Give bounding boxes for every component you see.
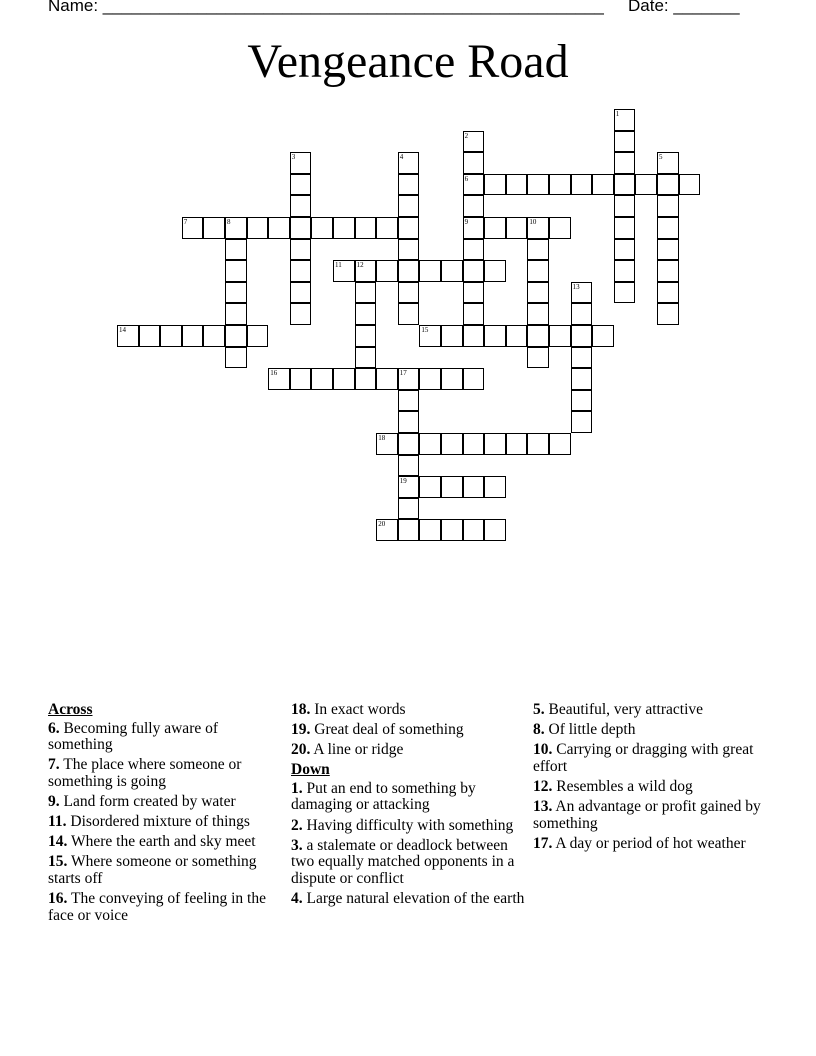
grid-cell[interactable]: [203, 325, 225, 347]
grid-cell[interactable]: [679, 174, 701, 196]
grid-cell[interactable]: [355, 368, 377, 390]
clue-number-label: 16: [270, 369, 278, 378]
grid-cell[interactable]: [398, 260, 420, 282]
grid-cell[interactable]: [376, 368, 398, 390]
clue-number: 16.: [48, 889, 68, 907]
grid-cell[interactable]: [571, 325, 593, 347]
clue-number-label: 8: [227, 218, 231, 226]
down-clue: [533, 742, 769, 775]
grid-cell[interactable]: [527, 303, 549, 325]
clue-text: A line or ridge: [313, 741, 404, 759]
across-clue: [291, 702, 526, 719]
grid-cell[interactable]: [484, 174, 506, 196]
grid-cell[interactable]: [398, 217, 420, 239]
across-clue: [48, 891, 280, 924]
clue-number-label: 19: [399, 477, 407, 486]
grid-cell[interactable]: [614, 282, 636, 304]
grid-cell[interactable]: [463, 519, 485, 541]
clue-text: Having difficulty with something: [306, 816, 514, 834]
grid-cell[interactable]: [333, 260, 355, 282]
across-clue: [48, 834, 280, 851]
grid-cell[interactable]: [355, 260, 377, 282]
clue-number-label: 15: [421, 326, 429, 334]
clue-number: 19.: [291, 721, 311, 739]
grid-cell[interactable]: [527, 217, 549, 239]
grid-cell[interactable]: [657, 195, 679, 217]
clue-text: Land form created by water: [63, 792, 236, 810]
grid-cell[interactable]: [225, 282, 247, 304]
grid-cell[interactable]: [333, 217, 355, 239]
grid-cell[interactable]: [376, 260, 398, 282]
clue-number: 18.: [291, 701, 311, 718]
grid-cell[interactable]: [290, 217, 312, 239]
clue-number-label: 17: [399, 369, 407, 378]
clue-text: Put an end to something by damaging or attacking: [291, 779, 476, 814]
grid-cell[interactable]: [398, 152, 420, 174]
grid-cell[interactable]: [463, 368, 485, 390]
clue-column-3: [533, 702, 769, 856]
clue-number-label: 3: [291, 153, 296, 162]
clue-number-label: 4: [399, 153, 404, 162]
grid-cell[interactable]: [614, 217, 636, 239]
clue-text: Great deal of something: [314, 721, 464, 739]
grid-cell[interactable]: [657, 303, 679, 325]
grid-cell[interactable]: [398, 303, 420, 325]
down-heading: Down: [291, 761, 330, 779]
page-title: Vengeance Road: [247, 35, 569, 88]
across-clue: [48, 854, 280, 887]
grid-cell[interactable]: [527, 433, 549, 455]
clue-number-label: 18: [378, 434, 386, 442]
grid-cell[interactable]: [419, 519, 441, 541]
grid-cell[interactable]: [398, 411, 420, 433]
clue-number: 1.: [291, 779, 303, 797]
grid-cell[interactable]: [657, 152, 679, 174]
grid-cell[interactable]: [441, 476, 463, 498]
grid-cell[interactable]: [527, 174, 549, 196]
grid-cell[interactable]: [419, 433, 441, 455]
grid-cell[interactable]: [463, 152, 485, 174]
grid-cell[interactable]: [614, 174, 636, 196]
grid-cell[interactable]: [311, 368, 333, 390]
grid-cell[interactable]: [657, 174, 679, 196]
name-field[interactable]: Name: _____________________________________________________: [48, 0, 604, 15]
grid-cell[interactable]: [182, 325, 204, 347]
grid-cell[interactable]: [203, 217, 225, 239]
grid-cell[interactable]: [527, 282, 549, 304]
grid-cell[interactable]: [139, 325, 161, 347]
clue-number: 2.: [291, 816, 303, 834]
down-clue: [533, 799, 769, 832]
clue-text: a stalemate or deadlock between two equally matched opponents in a dispute or conflict: [291, 836, 515, 887]
clue-text: Large natural elevation of the earth: [306, 889, 525, 907]
clue-number: 17.: [533, 834, 553, 852]
clue-text: Disordered mixture of things: [70, 813, 250, 831]
grid-cell[interactable]: [657, 217, 679, 239]
date-field[interactable]: Date: _______: [628, 0, 740, 15]
grid-cell[interactable]: [463, 174, 485, 196]
grid-cell[interactable]: [290, 303, 312, 325]
clue-text: An advantage or profit gained by something: [533, 797, 761, 832]
down-clue: [291, 818, 526, 835]
clue-number: 7.: [48, 756, 60, 774]
grid-cell[interactable]: [614, 131, 636, 153]
grid-cell[interactable]: [571, 303, 593, 325]
grid-cell[interactable]: [398, 174, 420, 196]
grid-cell[interactable]: [463, 260, 485, 282]
grid-cell[interactable]: [247, 325, 269, 347]
grid-cell[interactable]: [398, 239, 420, 261]
grid-cell[interactable]: [463, 433, 485, 455]
grid-cell[interactable]: [463, 195, 485, 217]
grid-cell[interactable]: [225, 217, 247, 239]
grid-cell[interactable]: [355, 282, 377, 304]
grid-cell[interactable]: [419, 368, 441, 390]
clue-text: Becoming fully aware of something: [48, 719, 219, 754]
across-clue: [48, 757, 280, 790]
grid-cell[interactable]: [571, 368, 593, 390]
grid-cell[interactable]: [463, 239, 485, 261]
grid-cell[interactable]: [419, 325, 441, 347]
grid-cell[interactable]: [484, 217, 506, 239]
grid-cell[interactable]: [182, 217, 204, 239]
grid-cell[interactable]: [484, 476, 506, 498]
clue-text: Of little depth: [548, 721, 636, 739]
down-clue: [291, 781, 526, 814]
grid-cell[interactable]: [268, 217, 290, 239]
grid-cell[interactable]: [463, 217, 485, 239]
across-clue: [48, 721, 280, 754]
grid-cell[interactable]: [160, 325, 182, 347]
grid-cell[interactable]: [614, 195, 636, 217]
clue-number: 13.: [533, 797, 553, 815]
grid-cell[interactable]: [441, 519, 463, 541]
grid-cell[interactable]: [614, 152, 636, 174]
clue-text: The place where someone or something is going: [48, 756, 242, 790]
grid-cell[interactable]: [376, 217, 398, 239]
across-clue: [48, 794, 280, 811]
clue-number-label: 20: [378, 520, 386, 529]
across-clue: [48, 814, 280, 831]
clue-text: Where someone or something starts off: [48, 853, 257, 887]
grid-cell[interactable]: [225, 325, 247, 347]
clue-text: The conveying of feeling in the face or voice: [48, 889, 266, 924]
clue-number: 3.: [291, 836, 303, 854]
grid-cell[interactable]: [398, 455, 420, 477]
grid-cell[interactable]: [527, 347, 549, 369]
grid-cell[interactable]: [635, 174, 657, 196]
grid-cell[interactable]: [441, 260, 463, 282]
clue-number-label: 9: [464, 218, 469, 226]
clue-number: 11.: [48, 813, 67, 831]
grid-cell[interactable]: [398, 476, 420, 498]
grid-cell[interactable]: [463, 476, 485, 498]
grid-cell[interactable]: [463, 325, 485, 347]
across-clue: [291, 722, 526, 739]
grid-cell[interactable]: [247, 217, 269, 239]
grid-cell[interactable]: [268, 368, 290, 390]
grid-cell[interactable]: [441, 325, 463, 347]
grid-cell[interactable]: [614, 239, 636, 261]
clue-text: Beautiful, very attractive: [548, 701, 704, 718]
clue-text: Resembles a wild dog: [556, 777, 693, 795]
grid-cell[interactable]: [527, 325, 549, 347]
clue-number-label: 2: [464, 131, 469, 140]
grid-cell[interactable]: [527, 260, 549, 282]
grid-cell[interactable]: [376, 433, 398, 455]
grid-cell[interactable]: [657, 239, 679, 261]
grid-cell[interactable]: [592, 325, 614, 347]
grid-cell[interactable]: [398, 368, 420, 390]
grid-cell[interactable]: [398, 195, 420, 217]
grid-cell[interactable]: [549, 174, 571, 196]
grid-cell[interactable]: [463, 303, 485, 325]
clue-column-1: [48, 702, 280, 928]
clue-number-label: 6: [464, 174, 469, 183]
grid-cell[interactable]: [355, 325, 377, 347]
grid-cell[interactable]: [333, 368, 355, 390]
grid-cell[interactable]: [225, 303, 247, 325]
grid-cell[interactable]: [571, 390, 593, 412]
down-clue: [533, 722, 769, 739]
clue-number: 9.: [48, 792, 60, 810]
clue-number-label: 7: [183, 218, 188, 226]
grid-cell[interactable]: [290, 174, 312, 196]
grid-cell[interactable]: [290, 195, 312, 217]
grid-cell[interactable]: [419, 476, 441, 498]
clue-number: 4.: [291, 889, 303, 907]
grid-cell[interactable]: [614, 109, 636, 131]
clue-number: 10.: [533, 741, 553, 759]
grid-cell[interactable]: [484, 260, 506, 282]
clue-number-label: 1: [615, 110, 620, 118]
grid-cell[interactable]: [549, 433, 571, 455]
grid-cell[interactable]: [290, 260, 312, 282]
grid-cell[interactable]: [571, 411, 593, 433]
down-clue: [533, 836, 769, 853]
grid-cell[interactable]: [398, 498, 420, 520]
grid-cell[interactable]: [657, 260, 679, 282]
grid-cell[interactable]: [484, 519, 506, 541]
grid-cell[interactable]: [355, 347, 377, 369]
grid-cell[interactable]: [355, 303, 377, 325]
grid-cell[interactable]: [376, 519, 398, 541]
grid-cell[interactable]: [484, 325, 506, 347]
grid-cell[interactable]: [398, 433, 420, 455]
clue-number: 20.: [291, 741, 311, 759]
grid-cell[interactable]: [290, 239, 312, 261]
grid-cell[interactable]: [419, 260, 441, 282]
clue-number-label: 14: [119, 326, 126, 334]
across-clue: [291, 742, 526, 759]
grid-cell[interactable]: [571, 174, 593, 196]
clue-text: A day or period of hot weather: [555, 834, 746, 852]
grid-cell[interactable]: [463, 282, 485, 304]
grid-cell[interactable]: [441, 368, 463, 390]
down-clue: [291, 838, 526, 888]
grid-cell[interactable]: [290, 282, 312, 304]
clue-column-2: [291, 702, 526, 911]
grid-cell[interactable]: [571, 347, 593, 369]
grid-cell[interactable]: [290, 152, 312, 174]
grid-cell[interactable]: [614, 260, 636, 282]
grid-cell[interactable]: [506, 217, 528, 239]
clue-number: 6.: [48, 719, 60, 737]
clue-number-label: 5: [659, 153, 663, 162]
clue-number-label: 11: [335, 261, 342, 270]
clue-number: 8.: [533, 721, 545, 739]
clue-number: 5.: [533, 701, 545, 718]
grid-cell[interactable]: [506, 433, 528, 455]
grid-cell[interactable]: [355, 217, 377, 239]
grid-cell[interactable]: [571, 282, 593, 304]
grid-cell[interactable]: [398, 519, 420, 541]
grid-cell[interactable]: [398, 282, 420, 304]
clue-number-label: 12: [356, 261, 364, 270]
clue-text: In exact words: [314, 701, 406, 718]
down-clue: [533, 702, 769, 719]
down-clue: [291, 891, 526, 908]
grid-cell[interactable]: [311, 217, 333, 239]
grid-cell[interactable]: [484, 433, 506, 455]
grid-cell[interactable]: [527, 239, 549, 261]
clue-text: Where the earth and sky meet: [70, 833, 256, 851]
clue-number: 15.: [48, 853, 68, 871]
clue-number: 12.: [533, 777, 553, 795]
grid-cell[interactable]: [117, 325, 139, 347]
grid-cell[interactable]: [398, 390, 420, 412]
grid-cell[interactable]: [225, 239, 247, 261]
across-heading: Across: [48, 701, 93, 718]
grid-cell[interactable]: [506, 325, 528, 347]
grid-cell[interactable]: [657, 282, 679, 304]
grid-cell[interactable]: [463, 131, 485, 153]
clue-number: 14.: [48, 833, 68, 851]
grid-cell[interactable]: [549, 325, 571, 347]
grid-cell[interactable]: [549, 217, 571, 239]
clue-number-label: 10: [529, 218, 537, 226]
grid-cell[interactable]: [592, 174, 614, 196]
grid-cell[interactable]: [225, 347, 247, 369]
down-clue: [533, 779, 769, 796]
clue-number-label: 13: [572, 282, 580, 291]
clue-text: Carrying or dragging with great effort: [533, 741, 754, 775]
grid-cell[interactable]: [225, 260, 247, 282]
grid-cell[interactable]: [506, 174, 528, 196]
grid-cell[interactable]: [441, 433, 463, 455]
grid-cell[interactable]: [290, 368, 312, 390]
